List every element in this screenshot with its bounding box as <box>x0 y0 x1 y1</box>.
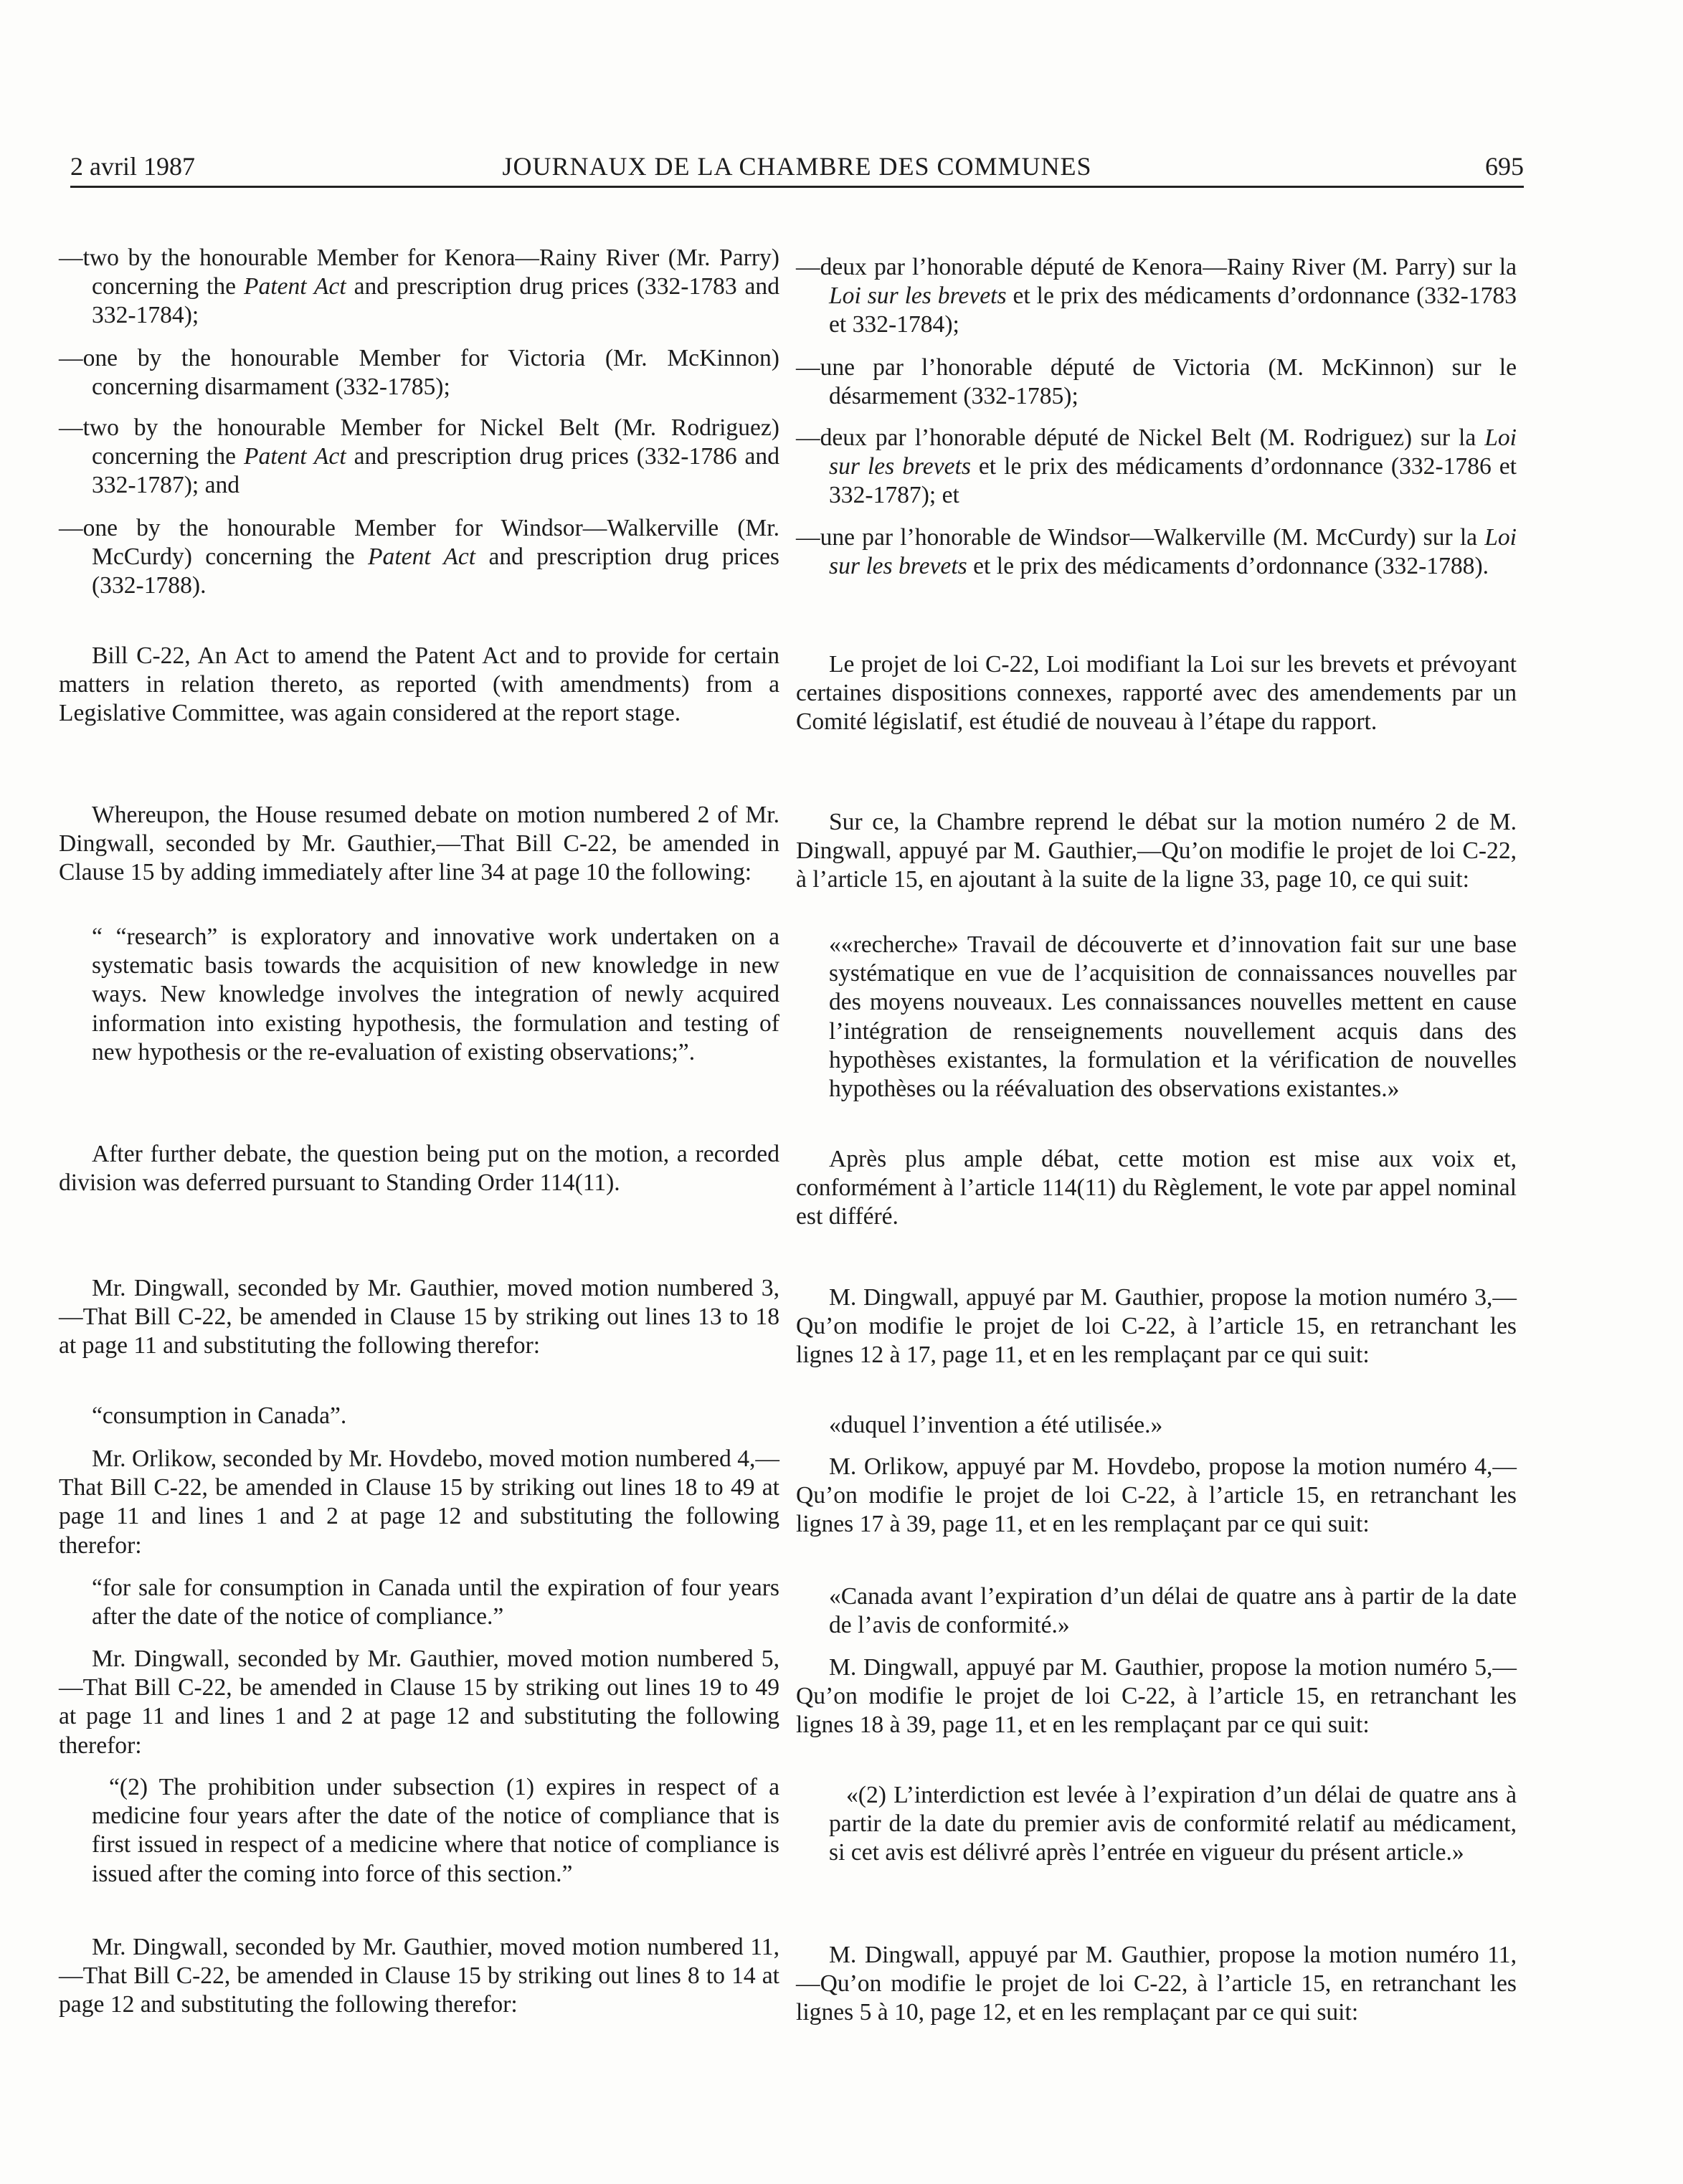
header-page-number: 695 <box>1485 152 1524 181</box>
fr-petition-2: —une par l’honorable député de Victoria (M. McKinnon) sur le désarmement (332-1785); <box>796 354 1517 410</box>
en-petition-1: —two by the honourable Member for Kenora—Rainy River (Mr. Parry) concerning the Patent Act and prescription drug prices (332-1783 and 332-1784); <box>59 244 779 329</box>
header-date: 2 avril 1987 <box>70 152 195 181</box>
fr-quote-motion-3: «duquel l’invention a été utilisée.» <box>829 1412 1163 1438</box>
fr-petition-4: —une par l’honorable de Windsor—Walkerville (M. McCurdy) sur la Loi sur les brevets et le prix des médicaments d’ordonnance (332-1788). <box>796 524 1517 580</box>
en-motion-11: Mr. Dingwall, seconded by Mr. Gauthier, moved motion numbered 11,—That Bill C-22, be amended in Clause 15 by striking out lines 8 to 14 at page 12 and substituting the following therefor: <box>59 1934 779 2018</box>
fr-motion-11: M. Dingwall, appuyé par M. Gauthier, propose la motion numéro 11,—Qu’on modifie le projet de loi C-22, à l’article 15, en retranchant les lignes 5 à 10, page 12, et en les remplaçant par ce qui suit: <box>796 1942 1517 2026</box>
fr-motion-4: M. Orlikow, appuyé par M. Hovdebo, propose la motion numéro 4,—Qu’on modifie le projet de loi C-22, à l’article 15, en retranchant les lignes 17 à 39, page 11, et en les remplaçant par ce qui suit: <box>796 1453 1517 1538</box>
fr-petition-1: —deux par l’honorable député de Kenora—Rainy River (M. Parry) sur la Loi sur les brevets et le prix des médicaments d’ordonnance (332-1783 et 332-1784); <box>796 254 1517 338</box>
en-division-paragraph: After further debate, the question being put on the motion, a recorded division was deferred pursuant to Standing Order 114(11). <box>59 1141 779 1197</box>
en-petition-3: —two by the honourable Member for Nickel Belt (Mr. Rodriguez) concerning the Patent Act and prescription drug prices (332-1786 and 332-1787); and <box>59 414 779 499</box>
en-petition-2: —one by the honourable Member for Victoria (Mr. McKinnon) concerning disarmament (332-1785); <box>59 345 779 401</box>
fr-motion-3: M. Dingwall, appuyé par M. Gauthier, propose la motion numéro 3,—Qu’on modifie le projet de loi C-22, à l’article 15, en retranchant les lignes 12 à 17, page 11, et en les remplaçant par ce qui suit: <box>796 1284 1517 1369</box>
en-quote-motion-3: “consumption in Canada”. <box>92 1402 347 1429</box>
en-motion-5: Mr. Dingwall, seconded by Mr. Gauthier, moved motion numbered 5,—That Bill C-22, be amended in Clause 15 by striking out lines 19 to 49 at page 11 and lines 1 and 2 at page 12 and substituting the following therefor: <box>59 1646 779 1759</box>
en-petition-4: —one by the honourable Member for Windsor—Walkerville (Mr. McCurdy) concerning the Patent Act and prescription drug prices (332-1788). <box>59 515 779 599</box>
page-header <box>70 146 1524 188</box>
en-quote-research: “ “research” is exploratory and innovative work undertaken on a systematic basis towards the acquisition of new knowledge in new ways. New knowledge involves the integration of newly acquired information into existing hypothesis, the formulation and testing of new hypothesis or the re-evaluation of existing observations;”. <box>92 924 779 1065</box>
en-quote-motion-4: “for sale for consumption in Canada until the expiration of four years after the date of the notice of compliance.” <box>92 1575 779 1630</box>
fr-motion-5: M. Dingwall, appuyé par M. Gauthier, propose la motion numéro 5,—Qu’on modifie le projet de loi C-22, à l’article 15, en retranchant les lignes 18 à 39, page 11, et en les remplaçant par ce qui suit: <box>796 1654 1517 1739</box>
fr-quote-motion-4: «Canada avant l’expiration d’un délai de quatre ans à partir de la date de l’avis de conformité.» <box>829 1583 1517 1639</box>
en-bill-paragraph: Bill C-22, An Act to amend the Patent Act and to provide for certain matters in relation thereto, as reported (with amendments) from a Legislative Committee, was again considered at the report stage. <box>59 642 779 727</box>
en-quote-motion-5: “(2) The prohibition under subsection (1) expires in respect of a medicine four years after the date of the notice of compliance that is first issued in respect of a medicine where that notice of compliance is issued after the coming into force of this section.” <box>92 1774 779 1887</box>
fr-division-paragraph: Après plus ample débat, cette motion est mise aux voix et, conformément à l’article 114(11) du Règlement, le vote par appel nominal est différé. <box>796 1146 1517 1230</box>
en-motion-3: Mr. Dingwall, seconded by Mr. Gauthier, moved motion numbered 3,—That Bill C-22, be amended in Clause 15 by striking out lines 13 to 18 at page 11 and substituting the following therefor: <box>59 1275 779 1359</box>
fr-quote-motion-5: «(2) L’interdiction est levée à l’expiration d’un délai de quatre ans à partir de la date du premier avis de conformité relatif au médicament, si cet avis est délivré après l’entrée en vigueur du présent article.» <box>829 1782 1517 1866</box>
fr-quote-recherche: ««recherche» Travail de découverte et d’innovation fait sur une base systématique en vue de l’acquisition de connaissances nouvelles par des moyens nouveaux. Les connaissances nouvelles mettent en cause l’intégration de renseignements nouvellement acquis dans des hypothèses existantes, la formulation et la vérification de nouvelles hypothèses ou la réévaluation des observations existantes.» <box>829 931 1517 1103</box>
fr-bill-paragraph: Le projet de loi C-22, Loi modifiant la Loi sur les brevets et prévoyant certaines dispositions connexes, rapporté avec des amendements par un Comité législatif, est étudié de nouveau à l’étape du rapport. <box>796 651 1517 736</box>
header-title: JOURNAUX DE LA CHAMBRE DES COMMUNES <box>502 152 1092 181</box>
fr-debate-paragraph: Sur ce, la Chambre reprend le débat sur la motion numéro 2 de M. Dingwall, appuyé par M. Gauthier,—Qu’on modifie le projet de loi C-22, à l’article 15, en ajoutant à la suite de la ligne 33, page 10, ce qui suit: <box>796 809 1517 893</box>
en-debate-paragraph: Whereupon, the House resumed debate on motion numbered 2 of Mr. Dingwall, seconded by Mr. Gauthier,—That Bill C-22, be amended in Clause 15 by adding immediately after line 34 at page 10 the following: <box>59 802 779 886</box>
en-motion-4: Mr. Orlikow, seconded by Mr. Hovdebo, moved motion numbered 4,—That Bill C-22, be amended in Clause 15 by striking out lines 18 to 49 at page 11 and lines 1 and 2 at page 12 and substituting the following therefor: <box>59 1445 779 1559</box>
fr-petition-3: —deux par l’honorable député de Nickel Belt (M. Rodriguez) sur la Loi sur les brevets et le prix des médicaments d’ordonnance (332-1786 et 332-1787); et <box>796 424 1517 509</box>
